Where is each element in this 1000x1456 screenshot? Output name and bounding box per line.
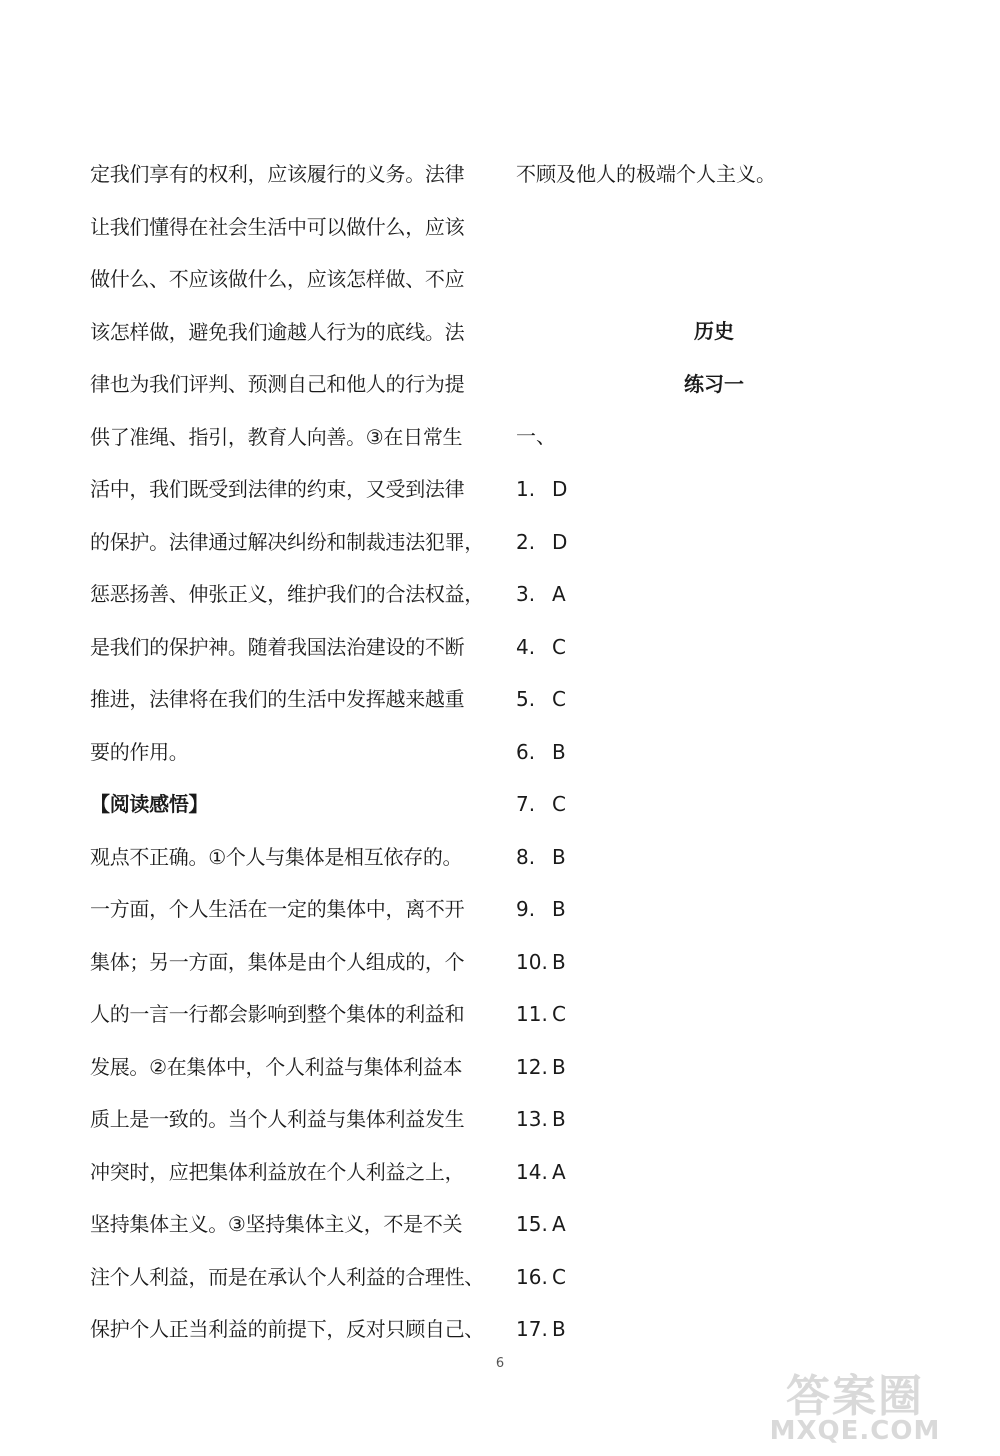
answer-row [516, 887, 567, 940]
answer-number: 3. [516, 582, 536, 606]
watermark-logo [740, 1360, 970, 1448]
text-line: 注个人利益，而是在承认个人利益的合理性、 [90, 1264, 484, 1289]
answer-letter: B [552, 949, 566, 974]
text-line: 冲突时，应把集体利益放在个人利益之上， [90, 1159, 465, 1184]
answer-number: 2. [516, 529, 536, 554]
part-label: 一、 [516, 424, 556, 448]
text-line: 推进，法律将在我们的生活中发挥越来越重 [90, 687, 465, 711]
answer-row [516, 992, 567, 1045]
answer-row [516, 730, 567, 783]
exercise-title: 练习一 [684, 372, 744, 396]
section-heading: 【阅读感悟】 [90, 792, 209, 816]
answer-row [516, 1045, 567, 1098]
answer-row [516, 782, 567, 835]
answer-row [516, 677, 567, 730]
page-number: 6 [495, 1356, 505, 1371]
text-line: 供了准绳、指引，教育人向善。③在日常生 [90, 424, 463, 449]
text-line: 活中，我们既受到法律的约束，又受到法律 [90, 477, 465, 501]
continuation-line: 不顾及他人的极端个人主义。 [516, 162, 776, 186]
answer-letter: B [552, 897, 566, 921]
answer-letter: B [552, 1107, 566, 1131]
answer-number: 16. [516, 1264, 548, 1289]
answer-letter: B [552, 844, 566, 869]
answer-number: 15. [516, 1212, 548, 1236]
watermark-main-text: 答案圈 [786, 1371, 924, 1422]
answer-letter: A [552, 582, 566, 606]
answer-number: 14. [516, 1159, 548, 1184]
text-line: 惩恶扬善、伸张正义，维护我们的合法权益， [90, 582, 484, 606]
answer-number: 11. [516, 1002, 548, 1026]
answer-letter: C [552, 792, 566, 816]
text-line: 质上是一致的。当个人利益与集体利益发生 [90, 1107, 465, 1131]
answer-number: 7. [516, 792, 536, 816]
answer-letter: C [552, 634, 566, 659]
text-line: 发展。②在集体中，个人利益与集体利益本 [90, 1054, 463, 1079]
text-line: 让我们懂得在社会生活中可以做什么，应该 [90, 214, 465, 239]
answer-letter: C [552, 1264, 566, 1289]
text-line: 坚持集体主义。③坚持集体主义，不是不关 [90, 1212, 463, 1236]
answer-row [516, 1255, 567, 1308]
answer-list [516, 467, 567, 1360]
answer-letter: B [552, 1054, 566, 1079]
answer-number: 8. [516, 844, 536, 869]
text-line: 观点不正确。①个人与集体是相互依存的。 [90, 844, 463, 869]
answer-number: 17. [516, 1317, 548, 1341]
answer-letter: C [552, 1002, 566, 1026]
answer-letter: B [552, 1317, 566, 1341]
answer-letter: D [552, 529, 568, 554]
answer-letter: A [552, 1159, 566, 1184]
answer-letter: C [552, 687, 566, 711]
answer-number: 5. [516, 687, 536, 711]
right-column [516, 152, 956, 1341]
text-line: 要的作用。 [90, 739, 189, 764]
answer-row [516, 1307, 567, 1360]
answer-row [516, 572, 567, 625]
text-line: 人的一言一行都会影响到整个集体的利益和 [90, 1002, 465, 1026]
answer-number: 1. [516, 477, 536, 501]
text-line: 的保护。法律通过解决纠纷和制裁违法犯罪， [90, 529, 484, 554]
answer-letter: A [552, 1212, 566, 1236]
answer-letter: D [552, 477, 568, 501]
text-line: 该怎样做，避免我们逾越人行为的底线。法 [90, 319, 465, 344]
text-line: 定我们享有的权利，应该履行的义务。法律 [90, 162, 465, 186]
answer-number: 6. [516, 739, 536, 764]
answer-letter: B [552, 739, 566, 764]
text-line: 做什么、不应该做什么，应该怎样做、不应 [90, 267, 465, 291]
text-line: 保护个人正当利益的前提下，反对只顾自己、 [90, 1317, 484, 1341]
watermark-sub-text: MXQE.COM [769, 1416, 941, 1446]
text-line: 是我们的保护神。随着我国法治建设的不断 [90, 634, 465, 659]
answer-number: 12. [516, 1054, 548, 1079]
text-line: 律也为我们评判、预测自己和他人的行为提 [90, 372, 465, 396]
answer-number: 9. [516, 897, 536, 921]
answer-number: 10. [516, 949, 548, 974]
answer-row [516, 940, 567, 993]
answer-row [516, 1150, 567, 1203]
text-line: 一方面，个人生活在一定的集体中，离不开 [90, 897, 465, 921]
answer-row [516, 467, 567, 520]
answer-number: 4. [516, 634, 536, 659]
answer-number: 13. [516, 1107, 548, 1131]
answer-row [516, 835, 567, 888]
text-line: 集体；另一方面，集体是由个人组成的，个 [90, 949, 465, 974]
answer-row [516, 1097, 567, 1150]
answer-row [516, 625, 567, 678]
left-column [90, 152, 490, 1360]
answer-row [516, 520, 567, 573]
subject-title: 历史 [694, 319, 734, 343]
answer-row [516, 1202, 567, 1255]
